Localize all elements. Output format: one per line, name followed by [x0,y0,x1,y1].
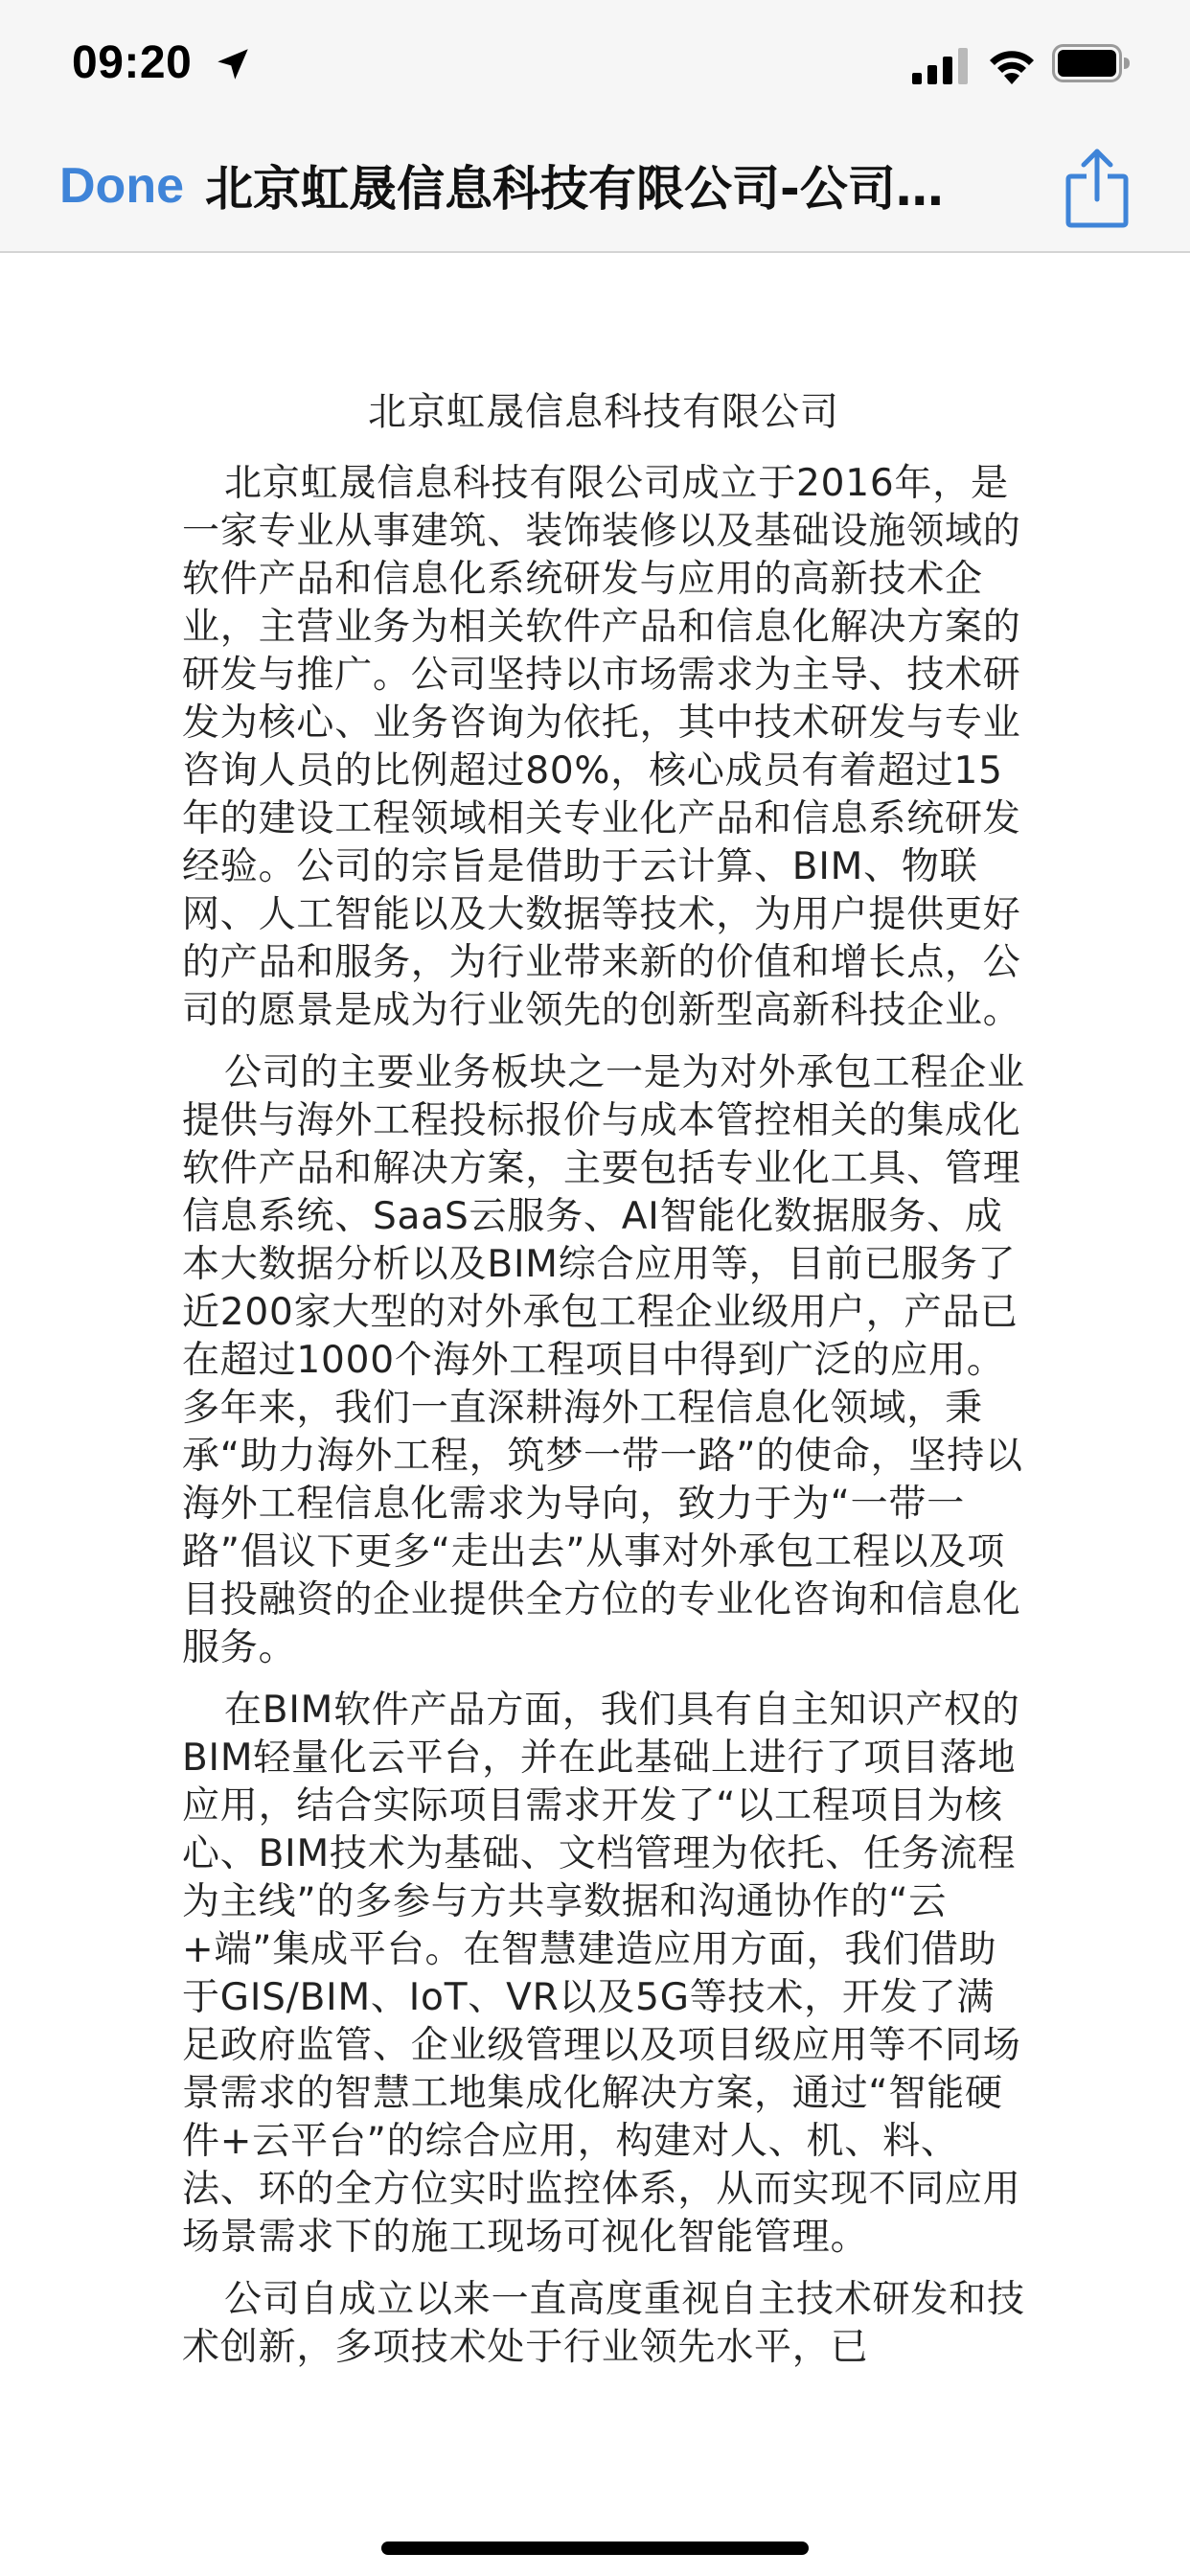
document-paragraph: 北京虹晟信息科技有限公司成立于2016年，是一家专业从事建筑、装饰装修以及基础设施领域的软件产品和信息化系统研发与应用的高新技术企业，主营业务为相关软件产品和信息化解决方案的研发与推广。公司坚持以市场需求为主导、技术研发为核心、业务咨询为依托，其中技术研发与专业咨询人员的比例超过80%，核心成员有着超过15年的建设工程领域相关专业化产品和信息系统研发经验。公司的宗旨是借助于云计算、BIM、物联网、人工智能以及大数据等技术，为用户提供更好的产品和服务，为行业带来新的价值和增长点，公司的愿景是成为行业领先的创新型高新科技企业。 [182,462,1021,1032]
nav-bar [0,128,1190,253]
document-paragraph: 在BIM软件产品方面，我们具有自主知识产权的BIM轻量化云平台，并在此基础上进行了项目落地应用，结合实际项目需求开发了“以工程项目为核心、BIM技术为基础、文档管理为依托、任务流程为主线”的多参与方共享数据和沟通协作的“云+端”集成平台。在智慧建造应用方面，我们借助于GIS/BIM、IoT、VR以及5G等技术，开发了满足政府监管、企业级管理以及项目级应用等不同场景需求的智慧工地集成化解决方案，通过“智能硬件+云平台”的综合应用，构建对人、机、料、法、环的全方位实时监控体系，从而实现不同应用场景需求下的施工现场可视化智能管理。 [182,1689,1021,2259]
share-icon[interactable] [1065,148,1129,228]
done-button[interactable]: Done [59,158,184,214]
battery-icon [1052,44,1131,82]
status-time: 09:20 [72,37,193,88]
document-paragraph: 公司的主要业务板块之一是为对外承包工程企业提供与海外工程投标报价与成本管控相关的集成化软件产品和解决方案，主要包括专业化工具、管理信息系统、SaaS云服务、AI智能化数据服务、成本大数据分析以及BIM综合应用等，目前已服务了近200家大型的对外承包工程企业级用户，产品已在超过1000个海外工程项目中得到广泛的应用。多年来，我们一直深耕海外工程信息化领域，秉承“助力海外工程，筑梦一带一路”的使命，坚持以海外工程信息化需求为导向，致力于为“一带一路”倡议下更多“走出去”从事对外承包工程以及项目投融资的企业提供全方位的专业化咨询和信息化服务。 [182,1051,1025,1669]
document-title: 北京虹晟信息科技有限公司 [368,390,839,434]
location-arrow-icon [213,44,253,84]
cellular-signal-icon [912,46,968,84]
document-paragraph: 公司自成立以来一直高度重视自主技术研发和技术创新，多项技术处于行业领先水平，已 [182,2278,1025,2369]
status-bar [0,0,1190,128]
document-view[interactable] [182,383,1025,2386]
home-indicator[interactable] [381,2542,809,2555]
wifi-icon [987,42,1037,84]
page-title: 北京虹晟信息科技有限公司-公司… [205,161,944,217]
